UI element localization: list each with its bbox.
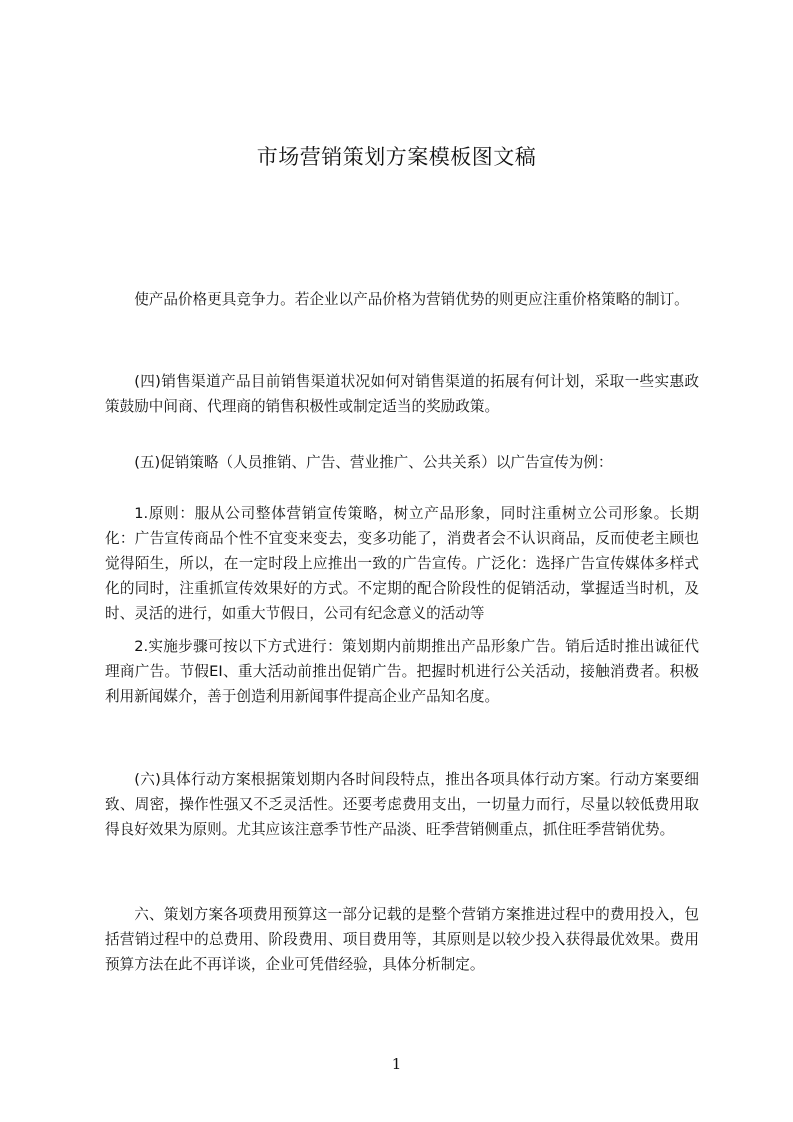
paragraph-action-plan: (六)具体行动方案根据策划期内各时间段特点，推出各项具体行动方案。行动方案要细致、周密，操作性强又不乏灵活性。还要考虑费用支出，一切量力而行，尽量以较低费用取得良好效果为原则。尤其应该注意季节性产品淡、旺季营销侧重点，抓住旺季营销优势。: [105, 771, 699, 838]
paragraph-implementation-steps: 2.实施步骤可按以下方式进行：策划期内前期推出产品形象广告。销后适时推出诚征代理商广告。节假EI、重大活动前推出促销广告。把握时机进行公关活动，接触消费者。积极利用新闻媒介，善于创造利用新闻事件提高企业产品知名度。: [105, 638, 699, 705]
page-number: 1: [391, 1055, 402, 1073]
paragraph-principles: 1.原则：服从公司整体营销宣传策略，树立产品形象，同时注重树立公司形象。长期化：广告宣传商品个性不宜变来变去，变多功能了，消费者会不认识商品，反而使老主顾也觉得陌生，所以，在一定时段上应推出一致的广告宣传。广泛化：选择广告宣传媒体多样式化的同时，注重抓宣传效果好的方式。不定期的配合阶段性的促销活动，掌握适当时机，及时、灵活的进行，如重大节假日，公司有纪念意义的活动等: [105, 505, 699, 622]
document-title: 市场营销策划方案模板图文稿: [256, 145, 537, 169]
paragraph-promotion-strategy: (五)促销策略（人员推销、广告、营业推广、公共关系）以广告宣传为例：: [134, 454, 613, 471]
paragraph-sales-channels: (四)销售渠道产品目前销售渠道状况如何对销售渠道的拓展有何计划，采取一些实惠政策鼓励中间商、代理商的销售积极性或制定适当的奖励政策。: [105, 373, 699, 415]
paragraph-pricing: 使产品价格更具竞争力。若企业以产品价格为营销优势的则更应注重价格策略的制订。: [134, 291, 689, 308]
paragraph-budget: 六、策划方案各项费用预算这一部分记载的是整个营销方案推进过程中的费用投入，包括营销过程中的总费用、阶段费用、项目费用等，其原则是以较少投入获得最优效果。费用预算方法在此不再详谈，企业可凭借经验，具体分析制定。: [105, 906, 699, 973]
